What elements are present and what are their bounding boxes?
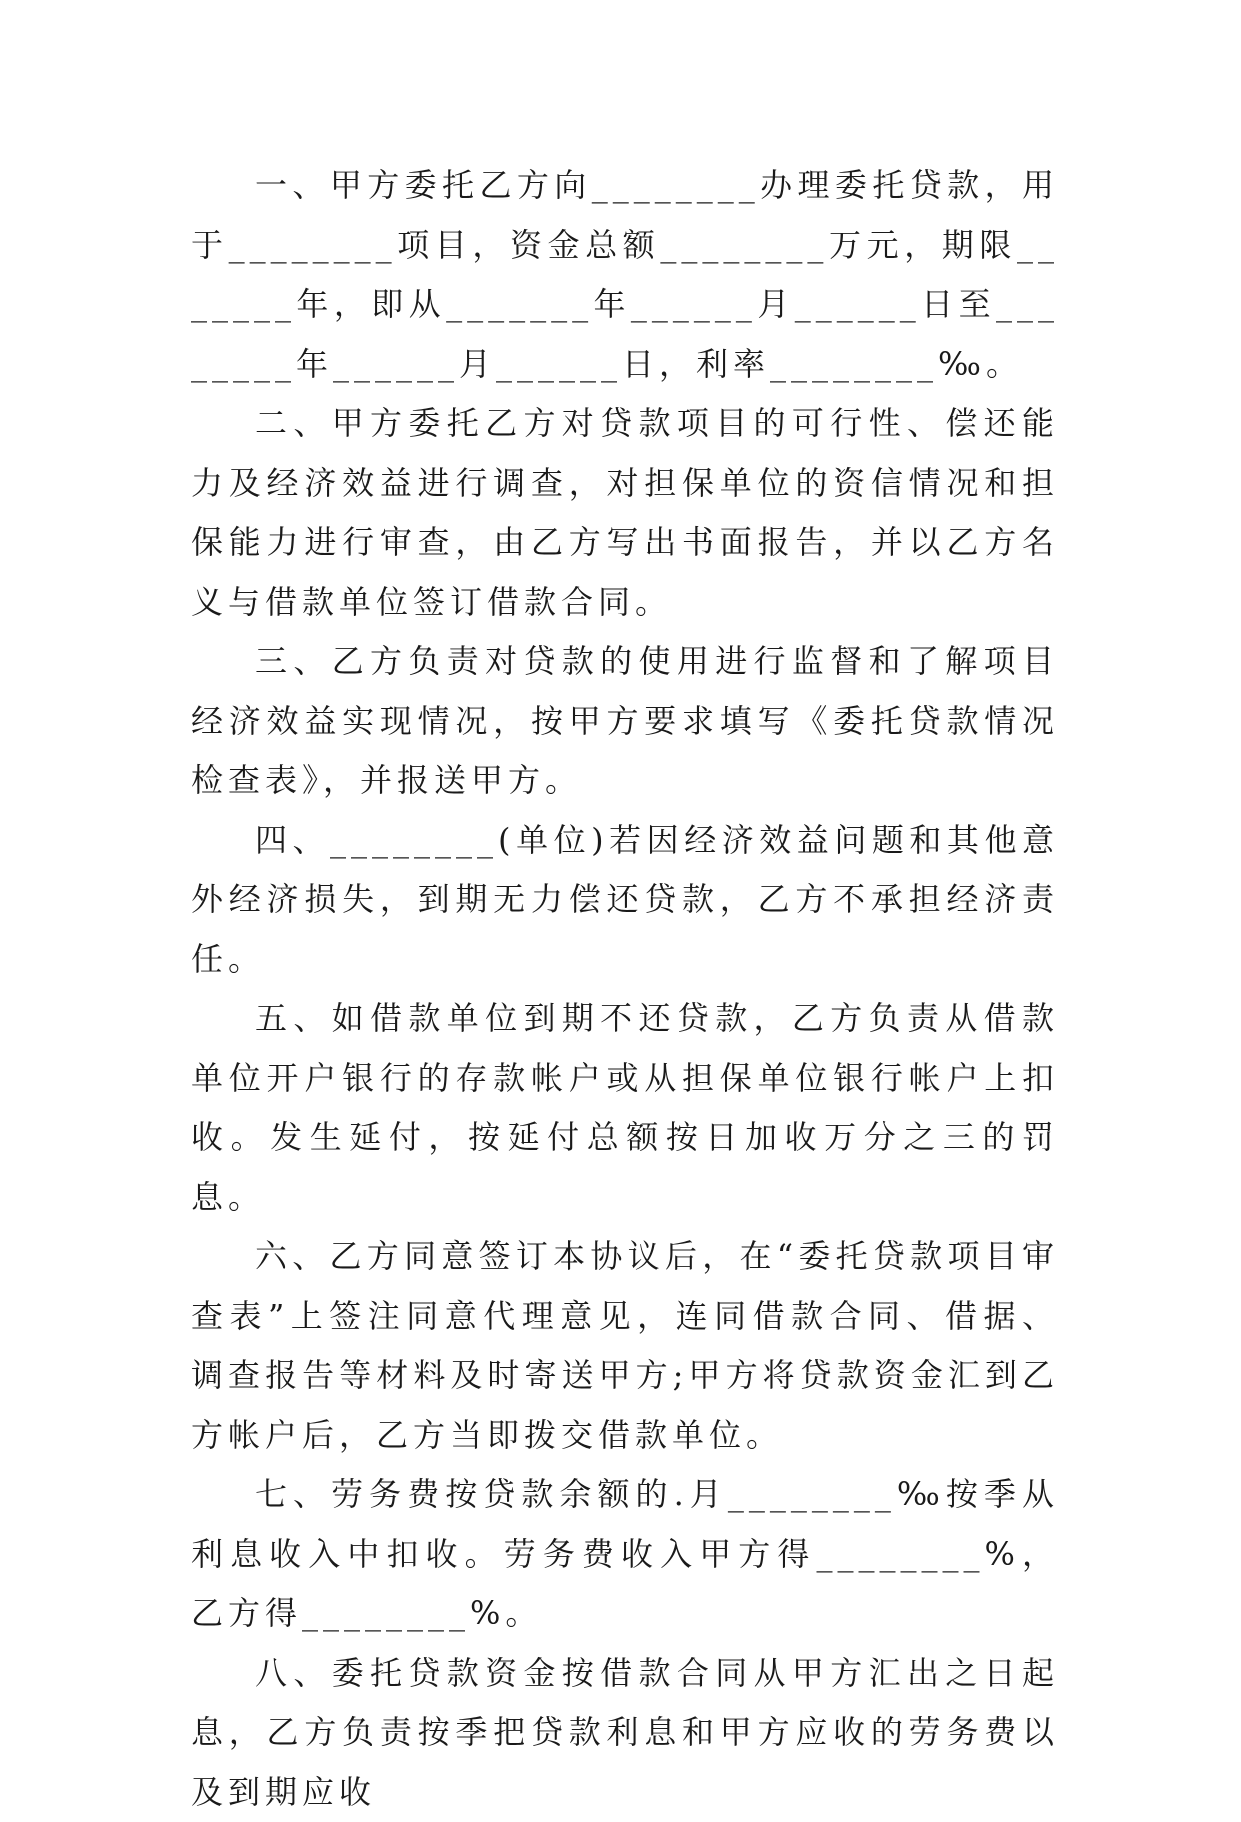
clause-2: 二、甲方委托乙方对贷款项目的可行性、偿还能力及经济效益进行调查，对担保单位的资信情况和担保能力进行审查，由乙方写出书面报告，并以乙方名义与借款单位签订借款合同。	[191, 394, 1059, 632]
clause-8: 八、委托贷款资金按借款合同从甲方汇出之日起息，乙方负责按季把贷款利息和甲方应收的劳务费以及到期应收	[191, 1644, 1059, 1822]
clause-5: 五、如借款单位到期不还贷款，乙方负责从借款单位开户银行的存款帐户或从担保单位银行帐户上扣收。发生延付，按延付总额按日加收万分之三的罚息。	[191, 989, 1059, 1227]
clause-3: 三、乙方负责对贷款的使用进行监督和了解项目经济效益实现情况，按甲方要求填写《委托贷款情况检查表》，并报送甲方。	[191, 632, 1059, 811]
clause-7: 七、劳务费按贷款余额的.月________‰按季从利息收入中扣收。劳务费收入甲方得________%，乙方得________%。	[191, 1465, 1059, 1644]
clause-4: 四、________(单位)若因经济效益问题和其他意外经济损失，到期无力偿还贷款，乙方不承担经济责任。	[191, 811, 1059, 990]
clause-1: 一、甲方委托乙方向________办理委托贷款，用于________项目，资金总额________万元，期限_______年，即从_______年______月______日至________年______月______日，利率________‰。	[191, 156, 1059, 394]
document-body	[191, 156, 1059, 1822]
clause-6: 六、乙方同意签订本协议后，在“委托贷款项目审查表”上签注同意代理意见，连同借款合同、借据、调查报告等材料及时寄送甲方;甲方将贷款资金汇到乙方帐户后，乙方当即拨交借款单位。	[191, 1227, 1059, 1465]
